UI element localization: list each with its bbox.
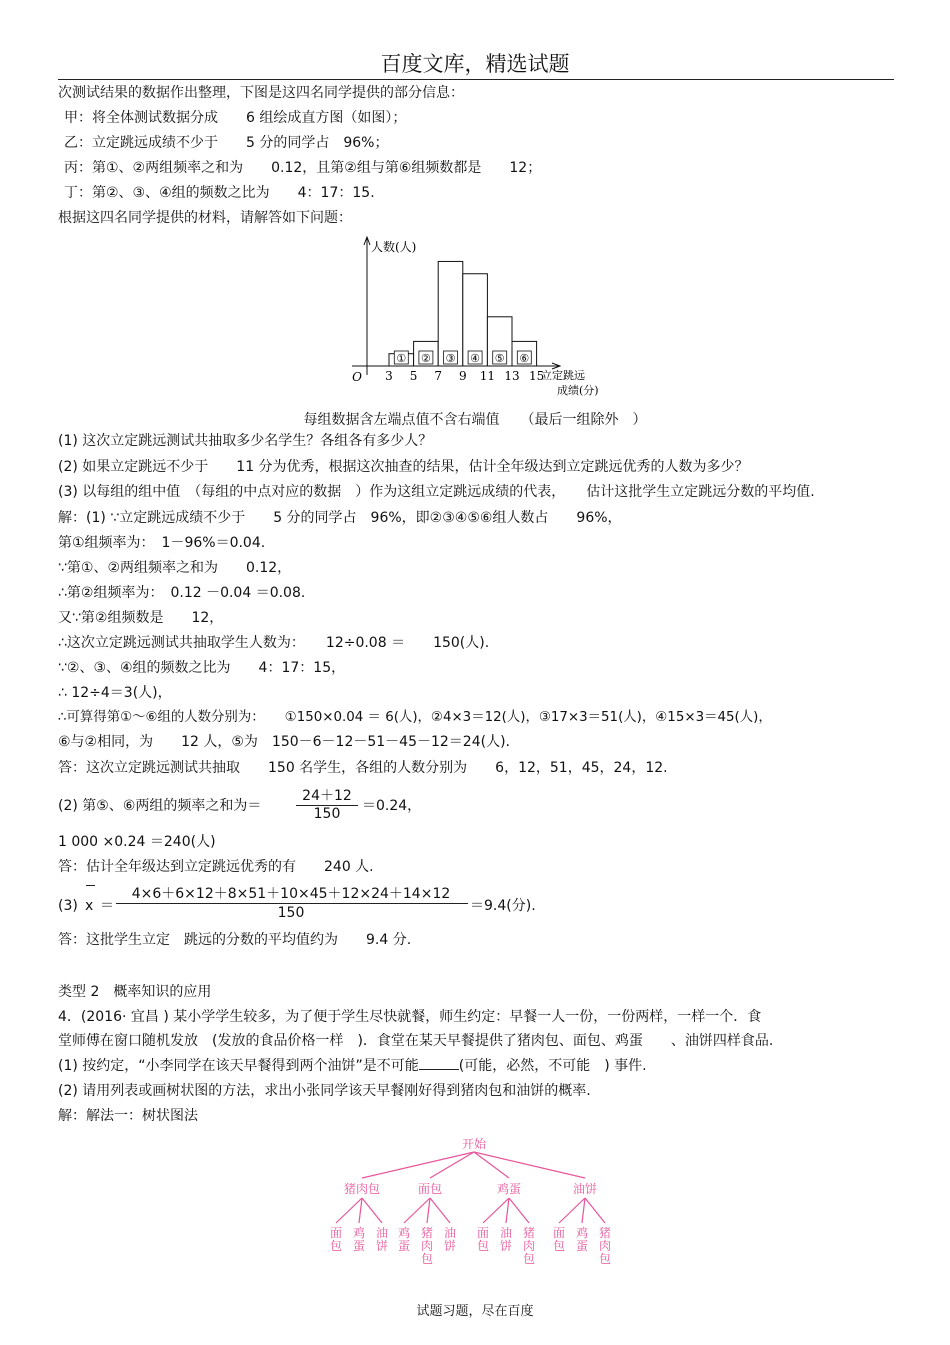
x-tick-label: 13 [504, 369, 520, 383]
question-1: (1) 这次立定跳远测试共抽取多少名学生？各组各有多少人？ [58, 433, 433, 449]
part2-numerator: 24＋12 [302, 788, 352, 804]
solution-answer-1: 答：这次立定跳远测试共抽取 150 名学生，各组的人数分别为 6，12，51，45，24，12. [58, 760, 668, 776]
tree-branch-label: 油饼 [572, 1182, 598, 1196]
bar-group-label: ⑤ [494, 352, 505, 365]
fact-yi: 乙：立定跳远成绩不少于 5 分的同学占 96%； [64, 135, 389, 151]
bar-group-label: ④ [470, 352, 481, 365]
header-divider [58, 79, 894, 80]
page-header-title: 百度文库，精选试题 [380, 52, 570, 76]
part3-denominator: 150 [277, 905, 305, 921]
solution-line: ∴ 12÷4＝3(人)， [58, 685, 172, 701]
tree-leaf-label: 面包 [329, 1226, 343, 1253]
histogram-chart [0, 232, 950, 402]
part2-denominator: 150 [313, 806, 341, 822]
q4-sub-1-text: (1) 按约定，“小李同学在该天早餐得到两个油饼”是不可能 [58, 1058, 419, 1074]
tree-edge [559, 1198, 585, 1223]
q4-line-2: 堂师傅在窗口随机发放 (发放的食品价格一样 )．食堂在某天早餐提供了猪肉包、面包、鸡蛋 、油饼四样食品. [58, 1033, 774, 1049]
tree-leaf-label: 面包 [476, 1226, 490, 1253]
solution-line: ∴可算得第①～⑥组的人数分别为： ①150×0.04 ＝ 6(人)，②4×3＝12(人)，③17×3＝51(人)，④15×3＝45(人)， [58, 710, 772, 725]
tree-edge [509, 1198, 529, 1223]
tree-root-label: 开始 [461, 1137, 487, 1151]
histogram-bar [438, 261, 463, 366]
tree-leaf-label: 猪肉包 [522, 1226, 536, 1266]
tree-leaf-label: 油饼 [375, 1226, 389, 1253]
tree-leaf-label: 油饼 [499, 1226, 513, 1253]
tree-leaf-label: 油饼 [443, 1226, 457, 1253]
tree-diagram [0, 1135, 950, 1275]
tree-edge [506, 1198, 509, 1223]
solution-line: ∵②、③、④组的频数之比为 4：17：15， [58, 660, 346, 676]
tree-leaf-label: 面包 [552, 1226, 566, 1253]
tree-branch-label: 猪肉包 [343, 1182, 381, 1196]
method-line: 解：解法一：树状图法 [58, 1108, 198, 1124]
part2-lead: (2) 第⑤、⑥两组的频率之和为＝ [58, 798, 262, 814]
x-tick-label: 7 [434, 369, 443, 383]
y-axis-label: 人数(人) [371, 240, 417, 254]
x-tick-label: 9 [458, 369, 467, 383]
x-tick-label: 11 [479, 369, 496, 383]
tree-leaf-label: 鸡蛋 [352, 1226, 366, 1253]
tree-edge [430, 1198, 450, 1223]
tree-edge [430, 1152, 474, 1178]
mean-symbol: x [85, 897, 93, 915]
solution-line: ∴第②组频率为： 0.12 －0.04 ＝0.08. [58, 585, 306, 601]
solution-line: 第①组频率为： 1－96%＝0.04. [58, 535, 266, 551]
tree-edge [336, 1198, 362, 1223]
bar-group-label: ⑥ [519, 352, 530, 365]
tree-edge [359, 1198, 362, 1223]
prompt-line: 根据这四名同学提供的材料，请解答如下问题： [58, 210, 352, 226]
part2-answer: 答：估计全年级达到立定跳远优秀的有 240 人. [58, 859, 374, 875]
part3-equals: ＝ [100, 898, 114, 914]
part2-calc: 1 000 ×0.24 ＝240(人) [58, 834, 216, 850]
tree-edge [585, 1198, 605, 1223]
solution-line: 又∵第②组频数是 12， [58, 610, 224, 626]
tree-edge [404, 1198, 430, 1223]
question-2: (2) 如果立定跳远不少于 11 分为优秀，根据这次抽查的结果，估计全年级达到立定跳远优秀的人数为多少？ [58, 459, 749, 475]
q4-sub-1-options: (可能，必然，不可能 ) 事件. [458, 1058, 647, 1074]
x-axis-label-line1: 立定跳远 [541, 369, 585, 382]
page-footer: 试题习题，尽在百度 [416, 1304, 534, 1319]
part2-result: ＝0.24， [362, 798, 422, 814]
tree-branch-label: 面包 [417, 1182, 443, 1196]
bar-group-label: ② [420, 352, 431, 365]
question-3: (3) 以每组的组中值 （每组的中点对应的数据 ）作为这组立定跳远成绩的代表， 估计这批学生立定跳远分数的平均值. [58, 484, 815, 500]
part3-result: ＝9.4(分). [470, 898, 536, 914]
solution-line: ∴这次立定跳远测试共抽取学生人数为： 12÷0.08 ＝ 150(人). [58, 635, 490, 651]
bar-group-label: ① [396, 352, 407, 365]
fact-jia: 甲：将全体测试数据分成 6 组绘成直方图（如图）； [64, 110, 407, 126]
fact-bing: 丙：第①、②两组频率之和为 0.12，且第②组与第⑥组频数都是 12； [64, 160, 542, 176]
answer-blank [419, 1057, 459, 1070]
histogram-caption: 每组数据含左端点值不含右端值 （最后一组除外 ） [303, 412, 647, 428]
solution-line: ∵第①、②两组频率之和为 0.12， [58, 560, 292, 576]
x-tick-label: 15 [528, 369, 545, 383]
solution-line: 解：(1) ∵立定跳远成绩不少于 5 分的同学占 96%，即②③④⑤⑥组人数占 96%， [58, 510, 622, 526]
part3-fraction-bar [116, 903, 468, 904]
q4-line-1: 4．(2016· 宜昌 ) 某小学学生较多，为了便于学生尽快就餐，师生约定：早餐一人一份，一份两样，一样一个．食 [58, 1009, 762, 1025]
part3-lead: (3) [58, 898, 78, 914]
tree-leaf-label: 猪肉包 [420, 1226, 434, 1266]
part3-numerator: 4×6＋6×12＋8×51＋10×45＋12×24＋14×12 [131, 886, 451, 902]
section2-title: 类型 2 概率知识的应用 [58, 984, 212, 1000]
q4-sub-2: (2) 请用列表或画树状图的方法，求出小张同学该天早餐刚好得到猪肉包和油饼的概率. [58, 1083, 591, 1099]
q4-sub-1 [58, 1057, 647, 1075]
fact-ding: 丁：第②、③、④组的频数之比为 4：17：15. [64, 185, 375, 201]
tree-edge [582, 1198, 585, 1223]
x-tick-label: 5 [409, 369, 418, 383]
tree-edge [362, 1152, 474, 1178]
part3-answer: 答：这批学生立定 跳远的分数的平均值约为 9.4 分. [58, 932, 412, 948]
x-axis-label-line2: 成绩(分) [557, 384, 599, 397]
tree-branch-label: 鸡蛋 [496, 1182, 522, 1196]
intro-line: 次测试结果的数据作出整理，下图是这四名同学提供的部分信息： [58, 85, 464, 101]
tree-leaf-label: 猪肉包 [598, 1226, 612, 1266]
origin-label: O [352, 370, 362, 384]
tree-leaf-label: 鸡蛋 [397, 1226, 411, 1253]
tree-edge [483, 1198, 509, 1223]
tree-edge [362, 1198, 382, 1223]
x-tick-label: 3 [385, 369, 393, 383]
tree-edge [427, 1198, 430, 1223]
tree-leaf-label: 鸡蛋 [575, 1226, 589, 1253]
solution-line: ⑥与②相同，为 12 人，⑤为 150－6－12－51－45－12＝24(人). [58, 734, 510, 750]
bar-group-label: ③ [445, 352, 456, 365]
